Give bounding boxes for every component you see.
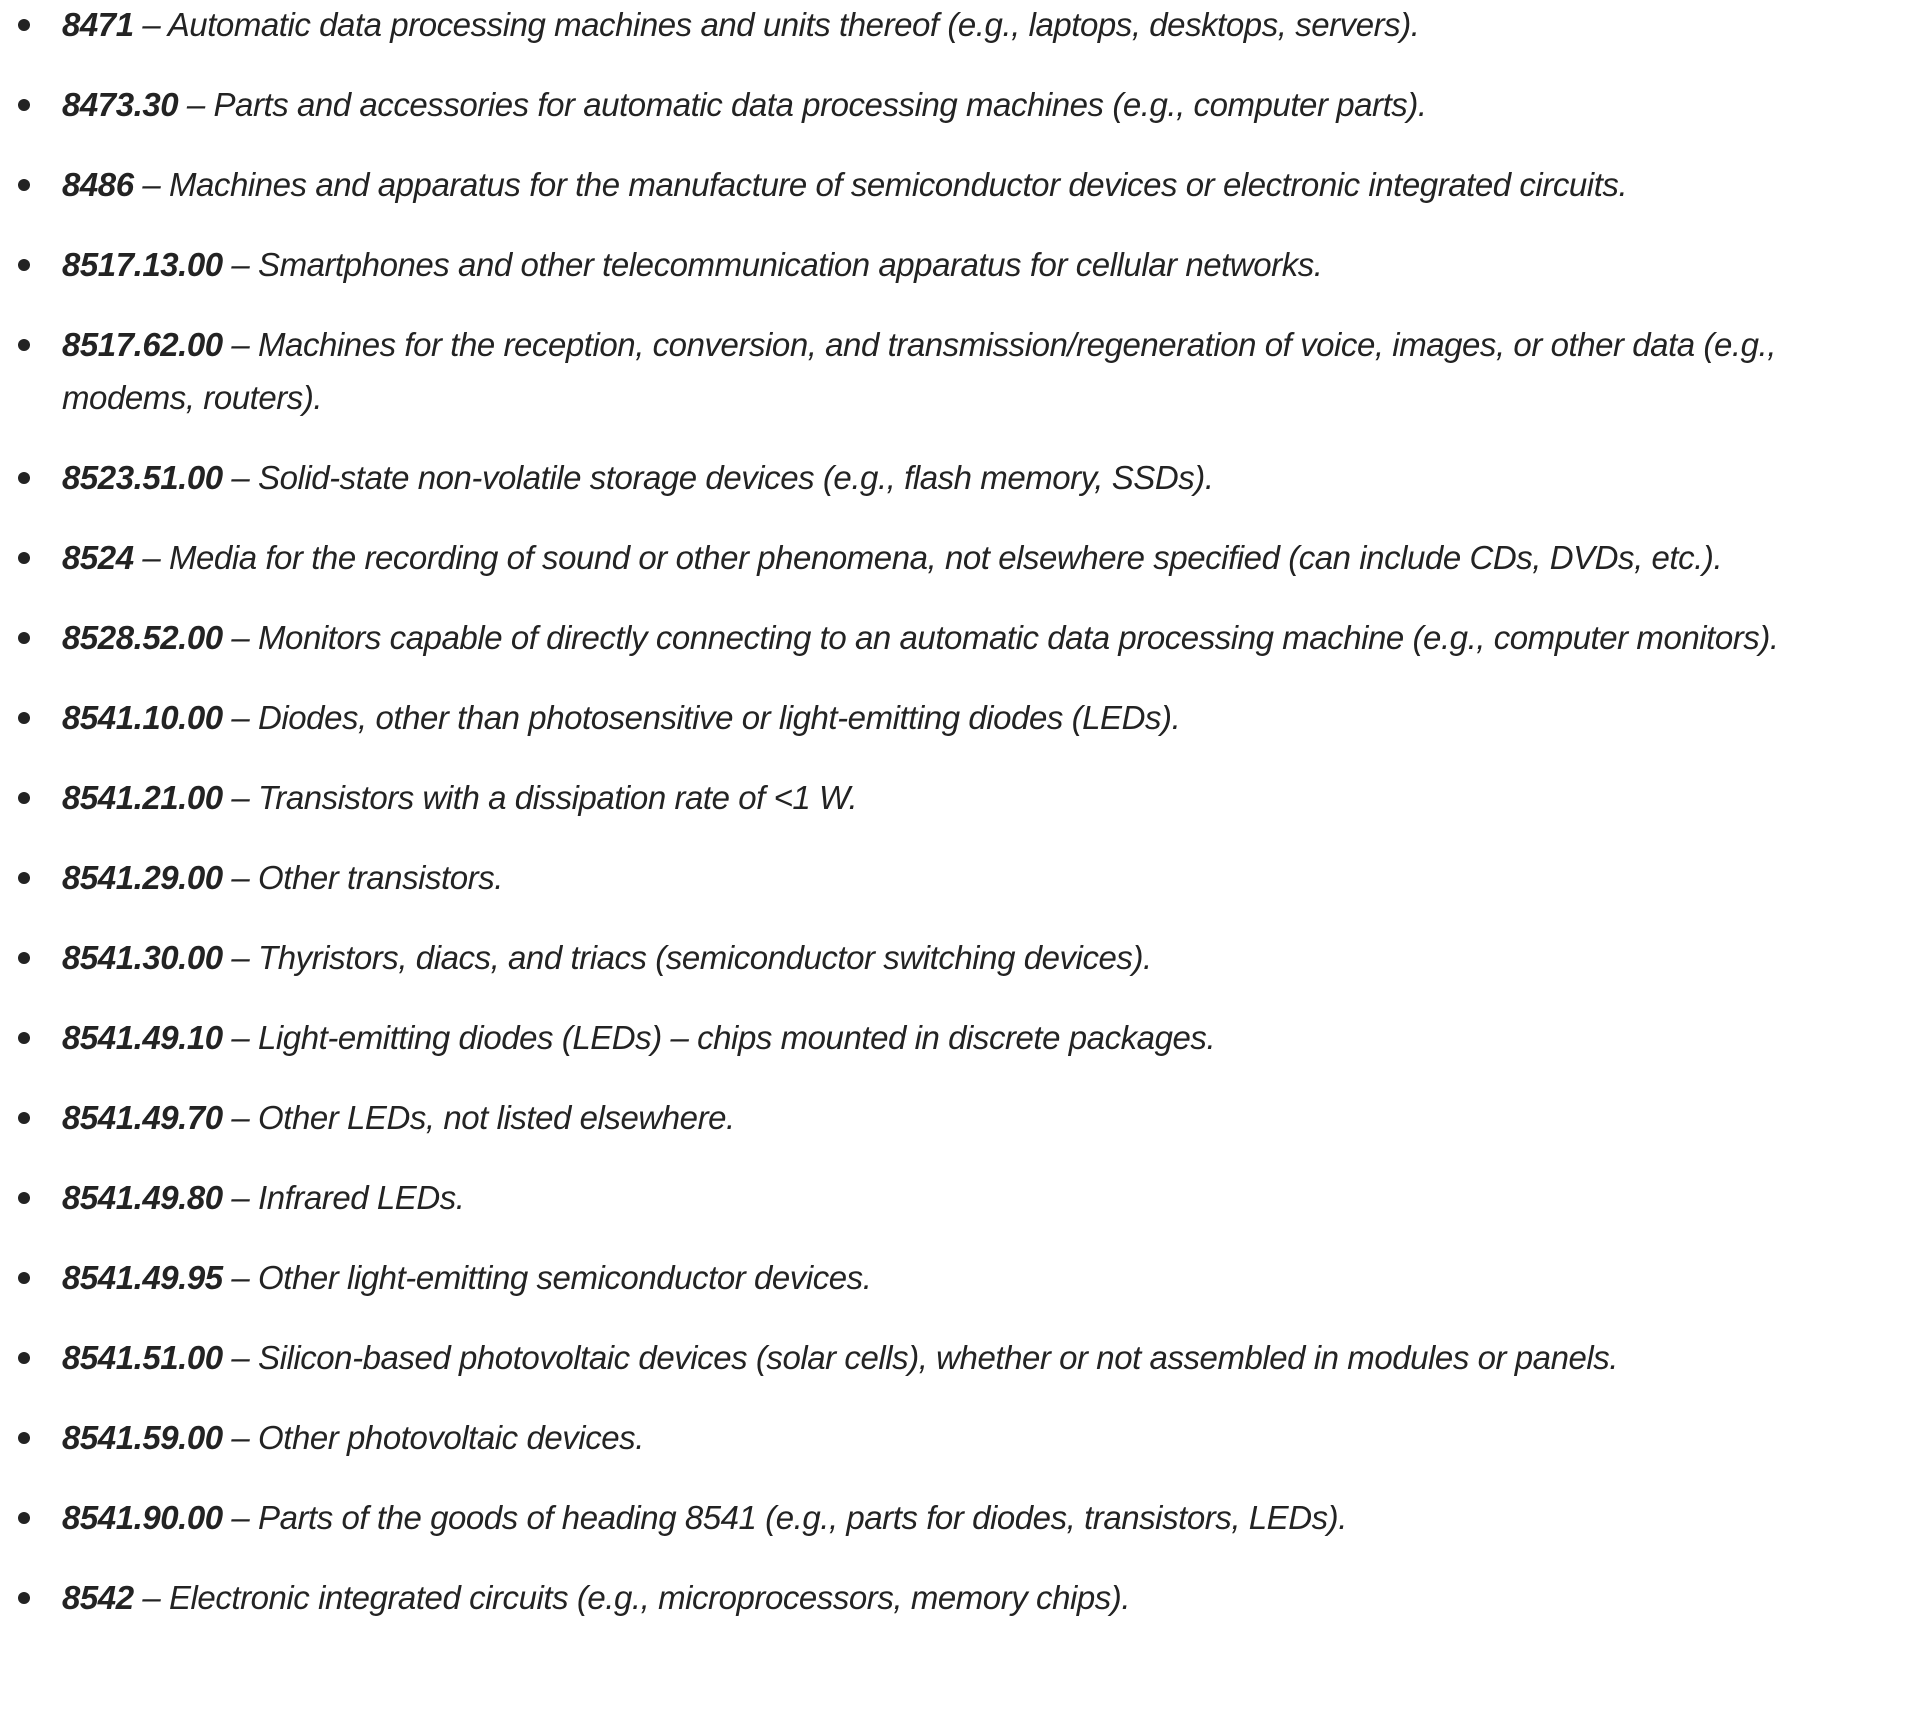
bullet-icon	[18, 1432, 30, 1444]
hts-code: 8541.49.70	[62, 1099, 223, 1136]
list-item	[62, 851, 1914, 904]
bullet-icon	[18, 259, 30, 271]
hts-description: Automatic data processing machines and units thereof (e.g., laptops, desktops, servers).	[167, 6, 1420, 43]
separator: –	[222, 1499, 259, 1536]
hts-code: 8523.51.00	[62, 459, 223, 496]
list-item	[62, 1491, 1914, 1544]
hts-description: Other light-emitting semiconductor devices.	[258, 1259, 872, 1296]
bullet-icon	[18, 1592, 30, 1604]
hts-description: Media for the recording of sound or other phenomena, not elsewhere specified (can include CDs, DVDs, etc.).	[168, 539, 1723, 576]
hts-description: Solid-state non-volatile storage devices (e.g., flash memory, SSDs).	[258, 459, 1214, 496]
separator: –	[133, 6, 168, 43]
hts-description: Other photovoltaic devices.	[258, 1419, 644, 1456]
hts-description: Infrared LEDs.	[258, 1179, 465, 1216]
hts-code: 8541.10.00	[62, 699, 223, 736]
hts-description: Thyristors, diacs, and triacs (semiconductor switching devices).	[258, 939, 1152, 976]
separator: –	[222, 619, 259, 656]
list-item	[62, 771, 1914, 824]
hts-code: 8541.29.00	[62, 859, 223, 896]
separator: –	[222, 1099, 259, 1136]
hts-description: Transistors with a dissipation rate of <1 W.	[258, 779, 858, 816]
separator: –	[222, 1259, 259, 1296]
hts-code: 8541.59.00	[62, 1419, 223, 1456]
hts-code: 8486	[62, 166, 134, 203]
hts-description: Electronic integrated circuits (e.g., microprocessors, memory chips).	[168, 1579, 1131, 1616]
hts-code: 8517.13.00	[62, 246, 223, 283]
hts-code: 8541.49.80	[62, 1179, 223, 1216]
bullet-icon	[18, 872, 30, 884]
list-item	[62, 1171, 1914, 1224]
list-item	[62, 1571, 1914, 1624]
hts-description: Silicon-based photovoltaic devices (solar cells), whether or not assembled in modules or panels.	[258, 1339, 1619, 1376]
hts-code: 8528.52.00	[62, 619, 223, 656]
hts-description: Smartphones and other telecommunication apparatus for cellular networks.	[258, 246, 1323, 283]
bullet-icon	[18, 792, 30, 804]
separator: –	[222, 459, 259, 496]
list-item	[62, 1251, 1914, 1304]
bullet-icon	[18, 1272, 30, 1284]
separator: –	[222, 939, 259, 976]
hts-description: Diodes, other than photosensitive or light-emitting diodes (LEDs).	[258, 699, 1181, 736]
hts-code: 8517.62.00	[62, 326, 223, 363]
separator: –	[222, 1419, 259, 1456]
hts-description: Parts of the goods of heading 8541 (e.g., parts for diodes, transistors, LEDs).	[258, 1499, 1347, 1536]
list-item	[62, 318, 1914, 424]
separator: –	[222, 779, 259, 816]
separator: –	[222, 1019, 259, 1056]
hts-code: 8541.49.10	[62, 1019, 223, 1056]
separator: –	[133, 1579, 169, 1616]
hts-description: Monitors capable of directly connecting to an automatic data processing machine (e.g., computer monitors).	[258, 619, 1779, 656]
hts-code: 8541.30.00	[62, 939, 223, 976]
list-item	[62, 1011, 1914, 1064]
separator: –	[222, 699, 259, 736]
bullet-icon	[18, 552, 30, 564]
hts-code: 8541.51.00	[62, 1339, 223, 1376]
list-item	[62, 238, 1914, 291]
list-item	[62, 691, 1914, 744]
bullet-icon	[18, 1192, 30, 1204]
hts-code: 8473.30	[62, 86, 179, 123]
bullet-icon	[18, 99, 30, 111]
separator: –	[222, 1179, 259, 1216]
hts-description: Machines for the reception, conversion, and transmission/regeneration of voice, images, or other data (e.g., modems, routers).	[62, 326, 1776, 416]
bullet-icon	[18, 632, 30, 644]
bullet-icon	[18, 1512, 30, 1524]
separator: –	[222, 1339, 259, 1376]
list-item	[62, 451, 1914, 504]
hts-description: Light-emitting diodes (LEDs) – chips mounted in discrete packages.	[258, 1019, 1216, 1056]
hts-code: 8471	[62, 6, 134, 43]
bullet-icon	[18, 339, 30, 351]
separator: –	[133, 166, 169, 203]
hts-code: 8542	[62, 1579, 134, 1616]
separator: –	[222, 246, 259, 283]
bullet-icon	[18, 952, 30, 964]
separator: –	[222, 326, 259, 363]
hts-description: Parts and accessories for automatic data processing machines (e.g., computer parts).	[213, 86, 1427, 123]
bullet-icon	[18, 1032, 30, 1044]
list-item	[62, 78, 1914, 131]
list-item	[62, 931, 1914, 984]
hts-description: Other LEDs, not listed elsewhere.	[258, 1099, 735, 1136]
bullet-icon	[18, 19, 30, 31]
bullet-icon	[18, 472, 30, 484]
bullet-icon	[18, 1112, 30, 1124]
list-item	[62, 611, 1914, 664]
bullet-icon	[18, 1352, 30, 1364]
separator: –	[133, 539, 169, 576]
hts-code: 8541.49.95	[62, 1259, 223, 1296]
list-item	[62, 158, 1914, 211]
hts-code: 8541.21.00	[62, 779, 223, 816]
hts-code: 8524	[62, 539, 134, 576]
hts-description: Other transistors.	[258, 859, 503, 896]
list-item	[62, 1411, 1914, 1464]
list-item	[62, 531, 1914, 584]
hts-code-list	[62, 0, 1914, 1651]
list-item	[62, 0, 1914, 51]
bullet-icon	[18, 179, 30, 191]
bullet-icon	[18, 712, 30, 724]
hts-description: Machines and apparatus for the manufacture of semiconductor devices or electronic integrated circuits.	[168, 166, 1628, 203]
separator: –	[222, 859, 259, 896]
separator: –	[178, 86, 214, 123]
list-item	[62, 1091, 1914, 1144]
list-item	[62, 1331, 1914, 1384]
hts-code: 8541.90.00	[62, 1499, 223, 1536]
